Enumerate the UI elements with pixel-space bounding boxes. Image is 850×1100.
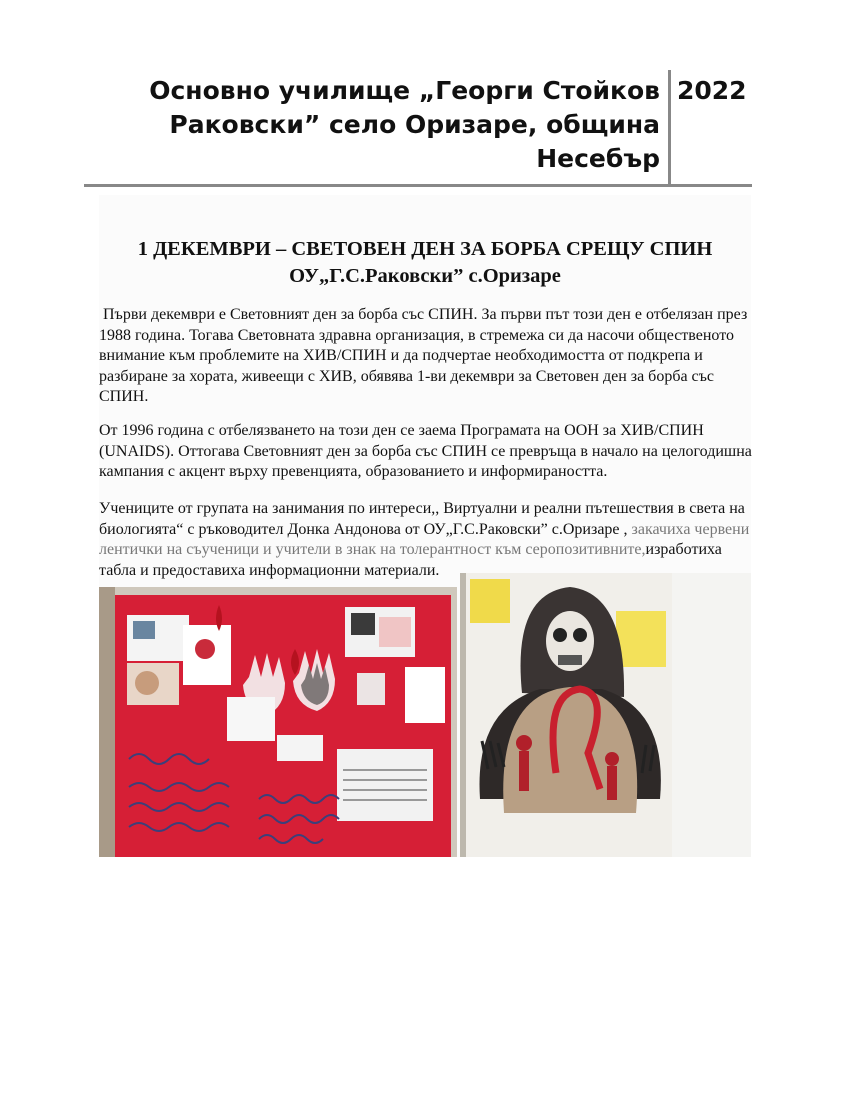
paragraph-3-text-gray: закачиха червени лентички на съученици и учители в знак на толерантност към серопозитивните, xyxy=(99,520,750,558)
document-header xyxy=(84,70,752,186)
paragraph-3-text-a: Учениците от групата на занимания по интереси,, Виртуални и реални пътешествия в света на биологията“ с ръководител Донка Андонова от ОУ„Г.С.Раковски” с.Оризаре , xyxy=(99,500,745,538)
poster-board-drawing xyxy=(99,587,457,857)
paragraph-1-text: Първи декември е Световният ден за борба със СПИН. За първи път този ден е отбелязан през 1988 година. Тогава Световната здравна организация, в стремежа си да насочи общественото внимание към проблемите на ХИВ/СПИН и да подчертае необходимостта от подкрепа и разбиране за хората, живеещи с ХИВ, обявява 1-ви декември за Световен ден за борба със СПИН. xyxy=(99,306,748,405)
header-rule xyxy=(84,184,752,187)
header-divider xyxy=(668,70,671,186)
school-name: Основно училище „Георги Стойков Раковски” село Оризаре, община Несебър xyxy=(149,76,660,173)
paragraph-3 xyxy=(99,499,759,581)
reaper-drawing xyxy=(460,573,672,857)
paragraph-3-text-b: изработиха табла и предоставиха информационни материали. xyxy=(99,541,722,579)
reaper-drawing-photo xyxy=(460,573,672,857)
title-line-1: 1 ДЕКЕМВРИ – СВЕТОВЕН ДЕН ЗА БОРБА СРЕЩУ СПИН xyxy=(137,238,713,260)
article-title xyxy=(99,236,751,290)
header-year: 2022 xyxy=(677,76,747,105)
photo-margin xyxy=(672,573,751,857)
poster-board-photo xyxy=(99,587,457,857)
paragraph-1 xyxy=(99,305,759,408)
paragraph-2: От 1996 година с отбелязването на този ден се заема Програмата на ООН за ХИВ/СПИН (UNAIDS). Оттогава Световният ден за борба със СПИН се превръща в начало на целогодишна кампания с акцент върху превенцията, образованието и информираността. xyxy=(99,422,752,480)
title-line-2: ОУ„Г.С.Раковски” с.Оризаре xyxy=(289,265,561,287)
